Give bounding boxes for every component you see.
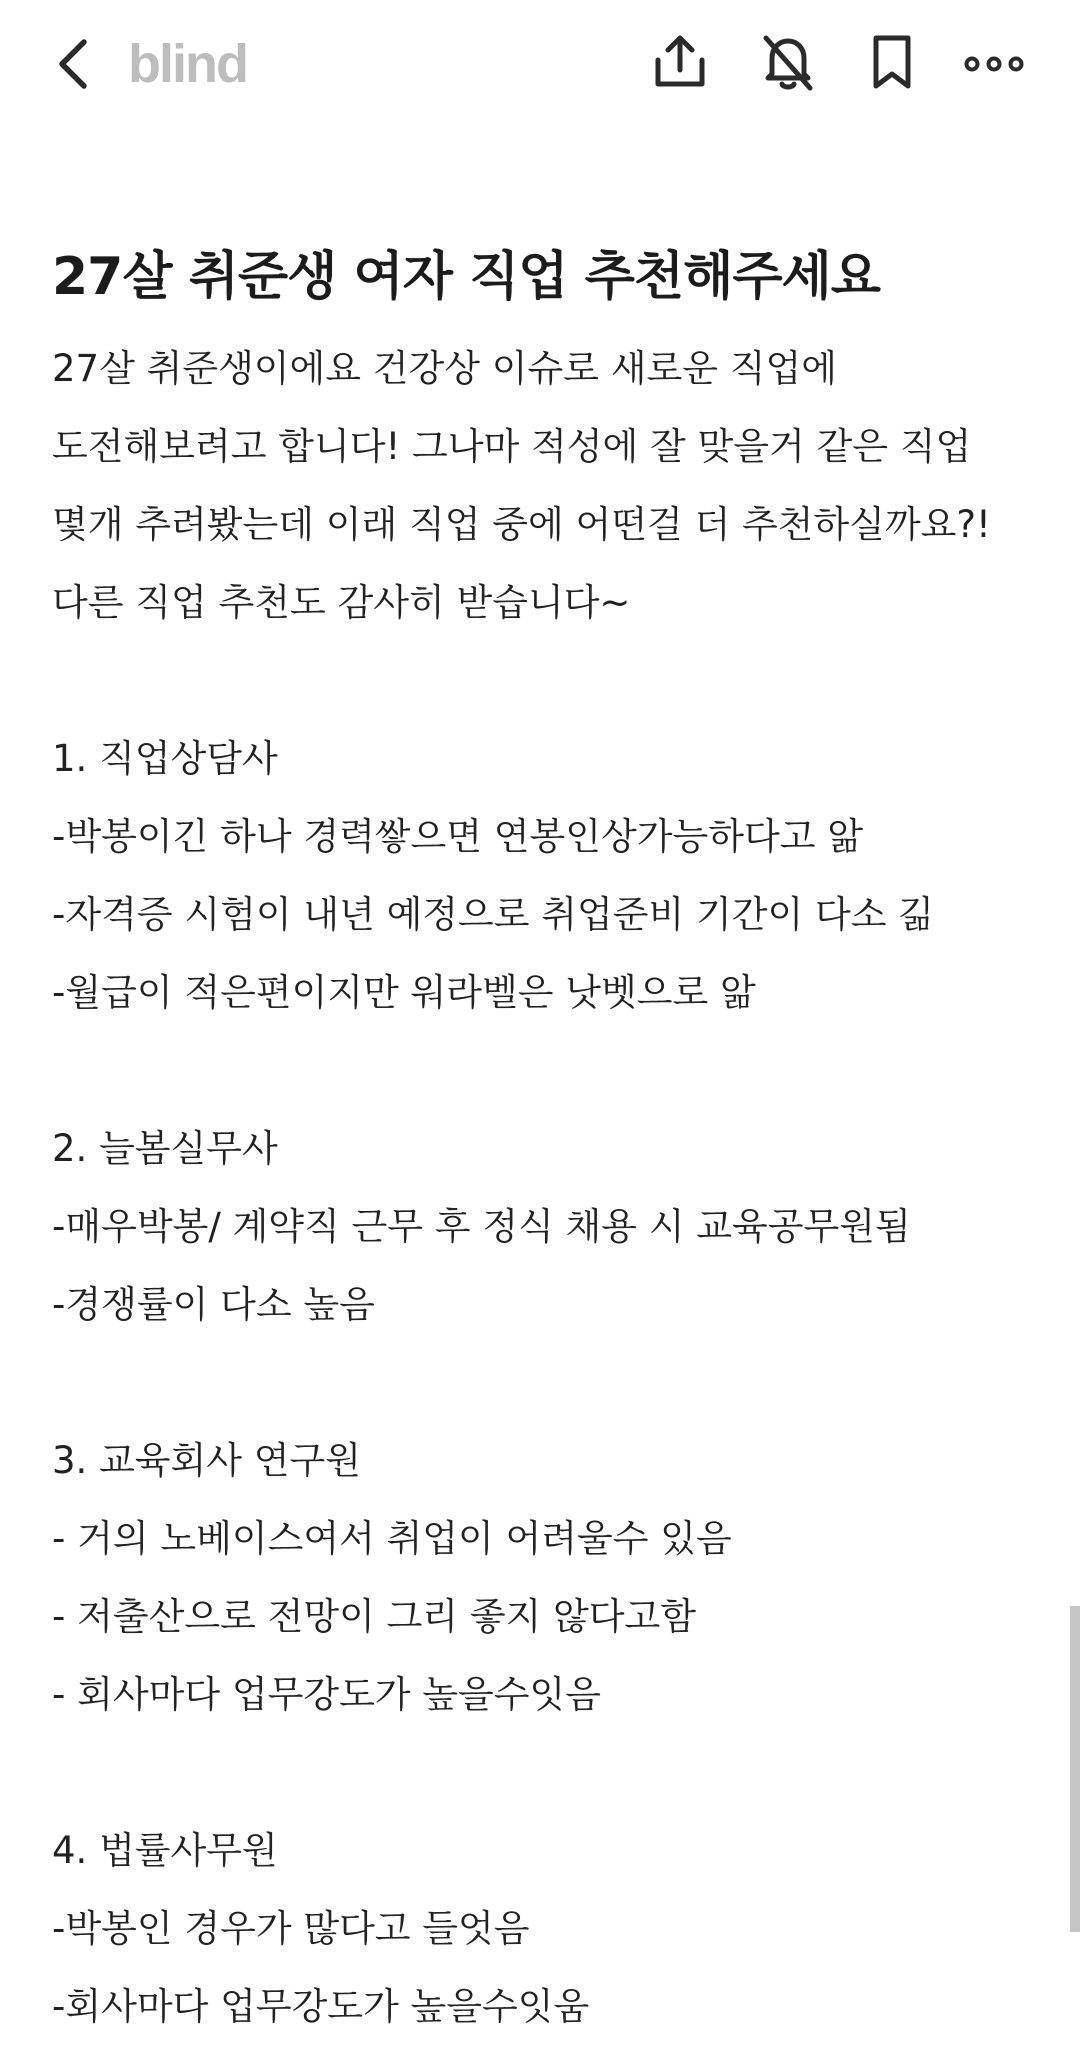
post-body-line: -매우박봉/ 계약직 근무 후 정식 채용 시 교육공무원됨 xyxy=(52,1205,911,1248)
top-navigation-bar xyxy=(0,0,1080,134)
post-body-line: 몇개 추려봤는데 이래 직업 중에 어떤걸 더 추천하실까요?! xyxy=(52,503,991,546)
blind-logo[interactable]: blind xyxy=(128,34,247,94)
post-title: 27살 취준생 여자 직업 추천해주세요 xyxy=(52,247,881,307)
post-body xyxy=(52,330,1042,2046)
back-icon[interactable] xyxy=(48,32,104,96)
post-body-line: 1. 직업상담사 xyxy=(52,737,278,780)
post-body-line: -자격증 시험이 내년 예정으로 취업준비 기간이 다소 긺 xyxy=(52,893,935,936)
post-body-line: -박봉인 경우가 많다고 들엇음 xyxy=(52,1907,530,1950)
post-body-line xyxy=(52,1344,1042,1422)
post-body-line xyxy=(52,642,1042,720)
post-body-line: 2. 늘봄실무사 xyxy=(52,1127,278,1170)
post-body-line xyxy=(52,1734,1042,1812)
post-body-line: 다른 직업 추천도 감사히 받습니다~ xyxy=(52,581,631,624)
post-body-line xyxy=(52,1032,1042,1110)
post-body-line: - 저출산으로 전망이 그리 좋지 않다고함 xyxy=(52,1595,697,1638)
post-body-line: 4. 법률사무원 xyxy=(52,1829,278,1872)
more-icon[interactable] xyxy=(962,30,1026,94)
post-body-line: - 거의 노베이스여서 취업이 어려울수 있음 xyxy=(52,1517,732,1560)
share-icon[interactable] xyxy=(648,30,712,94)
post-body-line: 도전해보려고 합니다! 그나마 적성에 잘 맞을거 같은 직업 xyxy=(52,425,972,468)
post-body-line: 27살 취준생이에요 건강상 이슈로 새로운 직업에 xyxy=(52,347,837,390)
post-body-line: 3. 교육회사 연구원 xyxy=(52,1439,362,1482)
post-body-line: -회사마다 업무강도가 높을수잇움 xyxy=(52,1985,590,2028)
scrollbar[interactable] xyxy=(1070,1606,1080,1932)
post-body-line: -월급이 적은편이지만 워라벨은 낫벳으로 앎 xyxy=(52,971,756,1014)
post-body-line: -경쟁률이 다소 높음 xyxy=(52,1283,375,1326)
post-body-line: -박봉이긴 하나 경력쌓으면 연봉인상가능하다고 앎 xyxy=(52,815,863,858)
post-body-line: - 회사마다 업무강도가 높을수잇음 xyxy=(52,1673,602,1716)
bell-off-icon[interactable] xyxy=(756,30,820,94)
bookmark-icon[interactable] xyxy=(860,30,924,94)
